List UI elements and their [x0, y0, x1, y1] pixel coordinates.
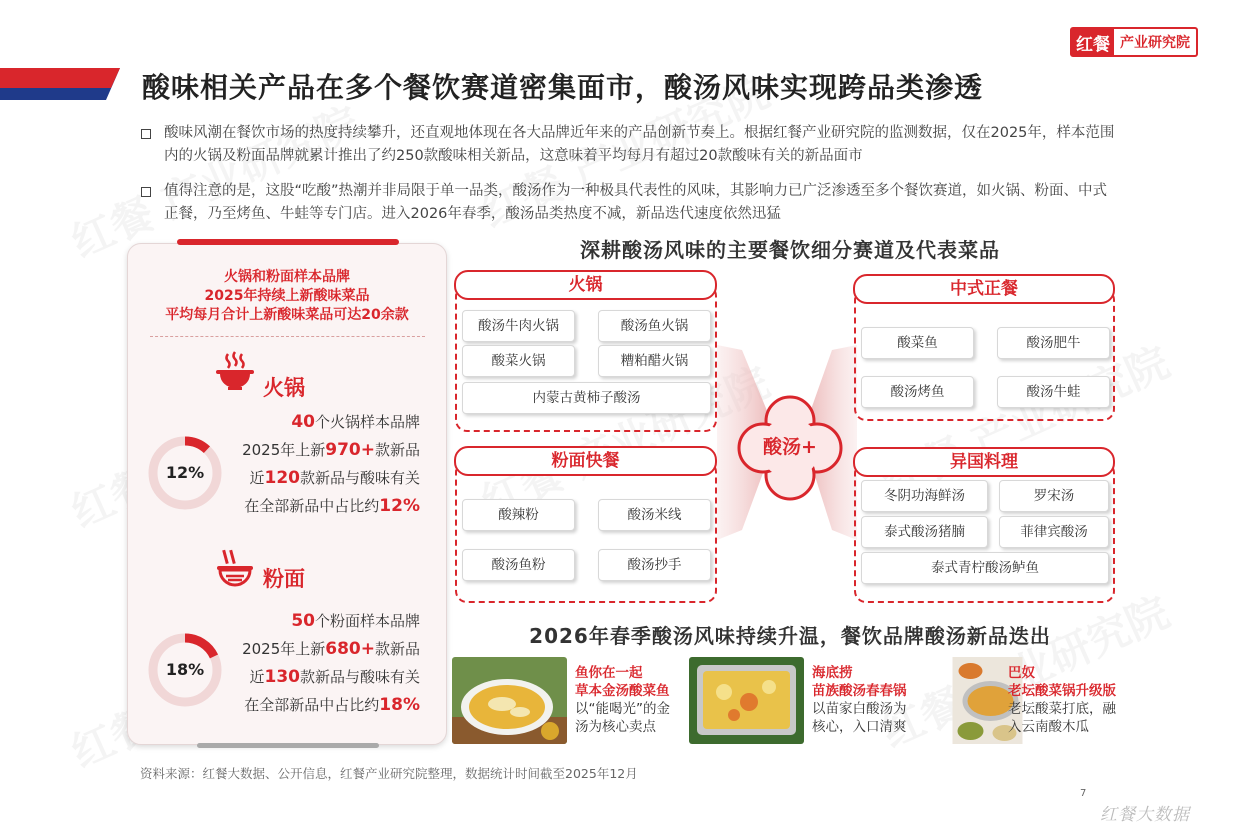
product-name: 草本金汤酸菜鱼 — [575, 683, 670, 699]
noodles-category-box — [455, 460, 717, 603]
stat-text: 个火锅样本品牌 — [314, 413, 420, 431]
stat-number: 50 — [291, 611, 315, 631]
product-name: 苗族酸汤春春锅 — [812, 683, 907, 699]
bullet-text: 酸味风潮在餐饮市场的热度持续攀升，还直观地体现在各大品牌近年来的产品创新节奏上。根据红餐产业研究院的监测数据，仅在2025年，样本范围内的火锅及粉面品牌就累计推出了约250款酸味相关新品，这意味着平均每月有超过20款酸味有关的新品面市 — [164, 125, 1115, 164]
section-title-new-products: 2026年春季酸汤风味持续升温，餐饮品牌酸汤新品迭出 — [529, 624, 1051, 648]
dish-card: 酸汤抄手 — [598, 549, 711, 581]
dish-card: 泰式酸汤猪腩 — [861, 516, 988, 548]
stats-panel-heading — [127, 268, 447, 325]
heading-line: 火锅和粉面样本品牌 — [224, 269, 350, 285]
stat-number: 40 — [291, 412, 315, 432]
product-brand: 海底捞 — [812, 665, 853, 681]
stat-number: 680+ — [325, 639, 375, 659]
stat-number: 12% — [379, 496, 420, 516]
page-number: 7 — [1080, 788, 1087, 799]
hotpot-brand-count — [120, 408, 420, 436]
dish-card: 酸菜火锅 — [462, 345, 575, 377]
section-title-tracks: 深耕酸汤风味的主要餐饮细分赛道及代表菜品 — [580, 238, 1000, 262]
stat-text: 近 — [249, 668, 265, 686]
product-brand: 巴奴 — [1008, 665, 1035, 681]
dish-card: 泰式青柠酸汤鲈鱼 — [861, 552, 1109, 584]
noodles-category-pill: 粉面快餐 — [454, 446, 717, 476]
stat-text: 个粉面样本品牌 — [314, 612, 420, 630]
bullet-paragraph — [140, 122, 1120, 168]
dish-card: 酸辣粉 — [462, 499, 575, 531]
stat-text: 款新品与酸味有关 — [299, 668, 420, 686]
dish-card: 菲律宾酸汤 — [999, 516, 1109, 548]
panel-divider — [150, 336, 425, 337]
stat-text: 在全部新品中占比约 — [244, 696, 380, 714]
noodles-ring-label: 18% — [165, 660, 205, 679]
dish-card: 酸汤牛蛙 — [997, 376, 1110, 408]
page-title: 酸味相关产品在多个餐饮赛道密集面市，酸汤风味实现跨品类渗透 — [142, 71, 984, 104]
foreign-category-pill: 异国料理 — [853, 447, 1115, 477]
hotpot-category-pill: 火锅 — [454, 270, 717, 300]
product-description: 以“能喝光”的金汤为核心卖点 — [575, 701, 670, 735]
product-brand: 鱼你在一起 — [575, 665, 643, 681]
product-image-hotpot — [689, 657, 804, 744]
dish-card: 酸汤米线 — [598, 499, 711, 531]
stat-text: 款新品与酸味有关 — [299, 469, 420, 487]
title-band-decoration — [0, 68, 120, 100]
product-description: 以苗家白酸汤为核心，入口清爽 — [812, 701, 907, 735]
stat-number: 970+ — [325, 440, 375, 460]
bullet-square-icon — [141, 129, 151, 139]
hotpot-icon — [214, 350, 256, 392]
corner-watermark: 红餐大数据 — [1100, 805, 1190, 825]
dish-card: 酸汤鱼火锅 — [598, 310, 711, 342]
noodles-brand-count — [120, 607, 420, 635]
chinese-category-pill: 中式正餐 — [853, 274, 1115, 304]
dish-card: 酸汤肥牛 — [997, 327, 1110, 359]
heading-line: 平均每月合计上新酸味菜品可达20余款 — [165, 307, 409, 323]
bullet-text: 值得注意的是，这股“吃酸”热潮并非局限于单一品类，酸汤作为一种极具代表性的风味，其影响力已广泛渗透至多个餐饮赛道，如火锅、粉面、中式正餐，乃至烤鱼、牛蛙等专门店。进入2026年春季，酸汤品类热度不减，新品迭代速度依然迅猛 — [164, 183, 1108, 222]
noodles-category-title: 粉面 — [263, 567, 305, 591]
dish-card: 酸汤烤鱼 — [861, 376, 974, 408]
dish-card: 冬阴功海鲜汤 — [861, 480, 988, 512]
stat-text: 近 — [249, 469, 265, 487]
logo-brand: 红餐 — [1072, 29, 1114, 55]
brand-logo — [1070, 27, 1198, 57]
bullet-square-icon — [141, 187, 151, 197]
source-note: 资料来源：红餐大数据、公开信息，红餐产业研究院整理，数据统计时间截至2025年12月 — [140, 766, 638, 781]
panel-bottom-bar — [197, 743, 379, 748]
noodle-bowl-icon — [214, 548, 256, 590]
product-description: 老坛酸菜打底，融入云南酸木瓜 — [1008, 701, 1116, 735]
product-image-fish-soup — [452, 657, 567, 744]
dish-card: 糟粕醋火锅 — [598, 345, 711, 377]
stat-text: 款新品 — [374, 441, 420, 459]
stat-text: 在全部新品中占比约 — [244, 497, 380, 515]
stat-text: 款新品 — [374, 640, 420, 658]
stat-number: 120 — [264, 468, 300, 488]
dish-card: 罗宋汤 — [999, 480, 1109, 512]
product-name: 老坛酸菜锅升级版 — [1008, 683, 1116, 699]
dish-card: 酸汤牛肉火锅 — [462, 310, 575, 342]
stat-text: 2025年上新 — [242, 640, 326, 658]
panel-top-bar — [177, 239, 399, 245]
hotpot-ring-label: 12% — [165, 463, 205, 482]
logo-org: 产业研究院 — [1120, 35, 1190, 51]
dish-card: 酸菜鱼 — [861, 327, 974, 359]
hotpot-category-title: 火锅 — [263, 376, 305, 400]
center-label: 酸汤+ — [763, 436, 817, 458]
stat-number: 130 — [264, 667, 300, 687]
dish-card: 酸汤鱼粉 — [462, 549, 575, 581]
stat-text: 2025年上新 — [242, 441, 326, 459]
bullet-paragraph — [140, 180, 1120, 226]
stat-number: 18% — [379, 695, 420, 715]
dish-card: 内蒙古黄柿子酸汤 — [462, 382, 711, 414]
heading-line: 2025年持续上新酸味菜品 — [204, 288, 370, 304]
